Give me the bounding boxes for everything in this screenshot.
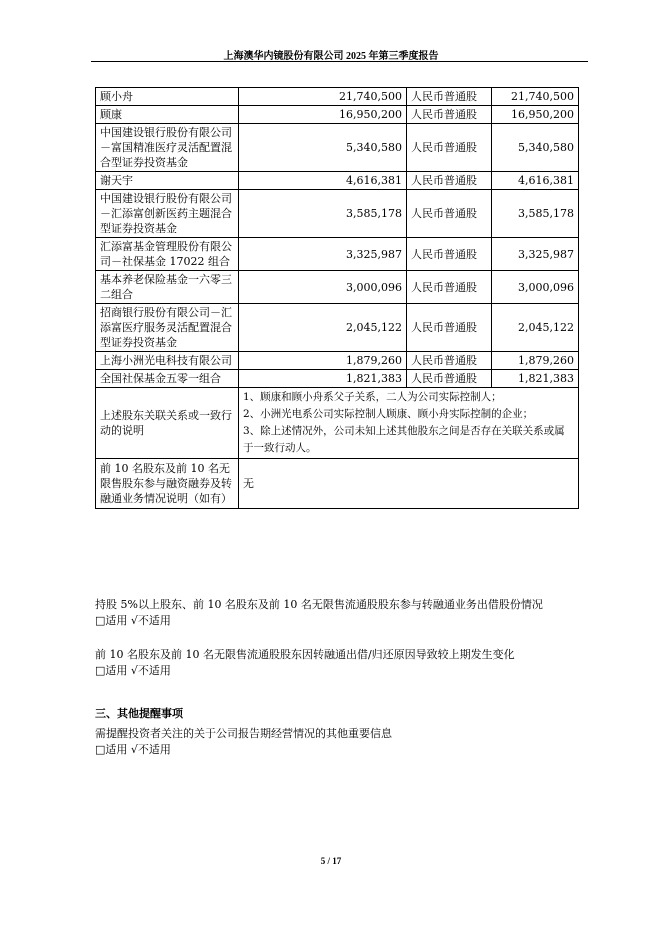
holder-shares: 1,879,260 — [239, 352, 407, 370]
holder-class-count: 1,821,383 — [492, 370, 579, 388]
holder-name: 中国建设银行股份有限公司－汇添富创新医药主题混合型证券投资基金 — [96, 190, 239, 238]
holder-class-count: 3,585,178 — [492, 190, 579, 238]
holder-shares: 3,325,987 — [239, 238, 407, 271]
holder-row — [96, 190, 579, 238]
holder-name: 顾小舟 — [96, 88, 239, 106]
holder-row — [96, 370, 579, 388]
margin-note-label: 前 10 名股东及前 10 名无限售股东参与融资融券及转融通业务情况说明（如有） — [96, 459, 239, 509]
other-section — [95, 706, 392, 758]
holder-row — [96, 352, 579, 370]
holder-name: 汇添富基金管理股份有限公司－社保基金 17022 组合 — [96, 238, 239, 271]
holder-row — [96, 124, 579, 172]
holder-name: 谢天宇 — [96, 172, 239, 190]
relation-line: 2、小洲光电系公司实际控制人顾康、顾小舟实际控制的企业； — [243, 408, 534, 420]
holder-row — [96, 238, 579, 271]
holder-share-class: 人民币普通股 — [407, 352, 492, 370]
holder-name: 上海小洲光电科技有限公司 — [96, 352, 239, 370]
holder-class-count: 5,340,580 — [492, 124, 579, 172]
relation-line: 3、除上述情况外，公司未知上述其他股东之间是否存在关联关系或属于一致行动人。 — [243, 425, 565, 454]
holder-class-count: 1,879,260 — [492, 352, 579, 370]
margin-note-row — [96, 459, 579, 509]
holder-class-count: 4,616,381 — [492, 172, 579, 190]
holder-name: 招商银行股份有限公司－汇添富医疗服务灵活配置混合型证券投资基金 — [96, 304, 239, 352]
holder-row — [96, 172, 579, 190]
holder-row — [96, 88, 579, 106]
holder-name: 顾康 — [96, 106, 239, 124]
holder-share-class: 人民币普通股 — [407, 88, 492, 106]
relation-line: 1、顾康和顾小舟系父子关系，二人为公司实际控制人； — [243, 391, 502, 403]
holder-share-class: 人民币普通股 — [407, 370, 492, 388]
relation-row — [96, 388, 579, 459]
holder-shares: 2,045,122 — [239, 304, 407, 352]
lending-text: 持股 5%以上股东、前 10 名股东及前 10 名无限售流通股股东参与转融通业务出借股份情况 — [95, 598, 543, 611]
holder-shares: 1,821,383 — [239, 370, 407, 388]
holder-share-class: 人民币普通股 — [407, 190, 492, 238]
page-number: 5 / 17 — [320, 856, 342, 866]
report-header: 上海澳华内镜股份有限公司 2025 年第三季度报告 — [223, 51, 439, 62]
holder-shares: 3,000,096 — [239, 271, 407, 304]
holder-name: 全国社保基金五零一组合 — [96, 370, 239, 388]
holder-share-class: 人民币普通股 — [407, 271, 492, 304]
lending-option: □适用 √不适用 — [95, 614, 171, 627]
holder-class-count: 21,740,500 — [492, 88, 579, 106]
holder-shares: 21,740,500 — [239, 88, 407, 106]
holder-shares: 3,585,178 — [239, 190, 407, 238]
relation-label: 上述股东关联关系或一致行动的说明 — [96, 388, 239, 459]
other-text: 需提醒投资者关注的关于公司报告期经营情况的其他重要信息 — [95, 727, 392, 740]
holder-row — [96, 304, 579, 352]
holder-name: 基本养老保险基金一六零三二组合 — [96, 271, 239, 304]
holder-row — [96, 271, 579, 304]
other-heading: 三、其他提醒事项 — [95, 707, 183, 720]
holder-share-class: 人民币普通股 — [407, 172, 492, 190]
holder-name: 中国建设银行股份有限公司－富国精准医疗灵活配置混合型证券投资基金 — [96, 124, 239, 172]
holder-class-count: 16,950,200 — [492, 106, 579, 124]
holder-row — [96, 106, 579, 124]
holder-shares: 16,950,200 — [239, 106, 407, 124]
top-holders-table — [95, 87, 579, 509]
lending-section — [95, 597, 543, 629]
change-option: □适用 √不适用 — [95, 664, 171, 677]
holder-shares: 5,340,580 — [239, 124, 407, 172]
holder-share-class: 人民币普通股 — [407, 238, 492, 271]
other-option: □适用 √不适用 — [95, 743, 171, 756]
holder-class-count: 3,000,096 — [492, 271, 579, 304]
header-divider — [91, 61, 588, 62]
holder-class-count: 3,325,987 — [492, 238, 579, 271]
change-text: 前 10 名股东及前 10 名无限售流通股股东因转融通出借/归还原因导致较上期发生变化 — [95, 648, 515, 661]
holder-rows — [96, 88, 579, 388]
holder-share-class: 人民币普通股 — [407, 124, 492, 172]
change-section — [95, 647, 515, 679]
holder-class-count: 2,045,122 — [492, 304, 579, 352]
margin-note-value: 无 — [239, 459, 579, 509]
holder-share-class: 人民币普通股 — [407, 106, 492, 124]
relation-text — [239, 388, 579, 459]
holder-share-class: 人民币普通股 — [407, 304, 492, 352]
holder-shares: 4,616,381 — [239, 172, 407, 190]
